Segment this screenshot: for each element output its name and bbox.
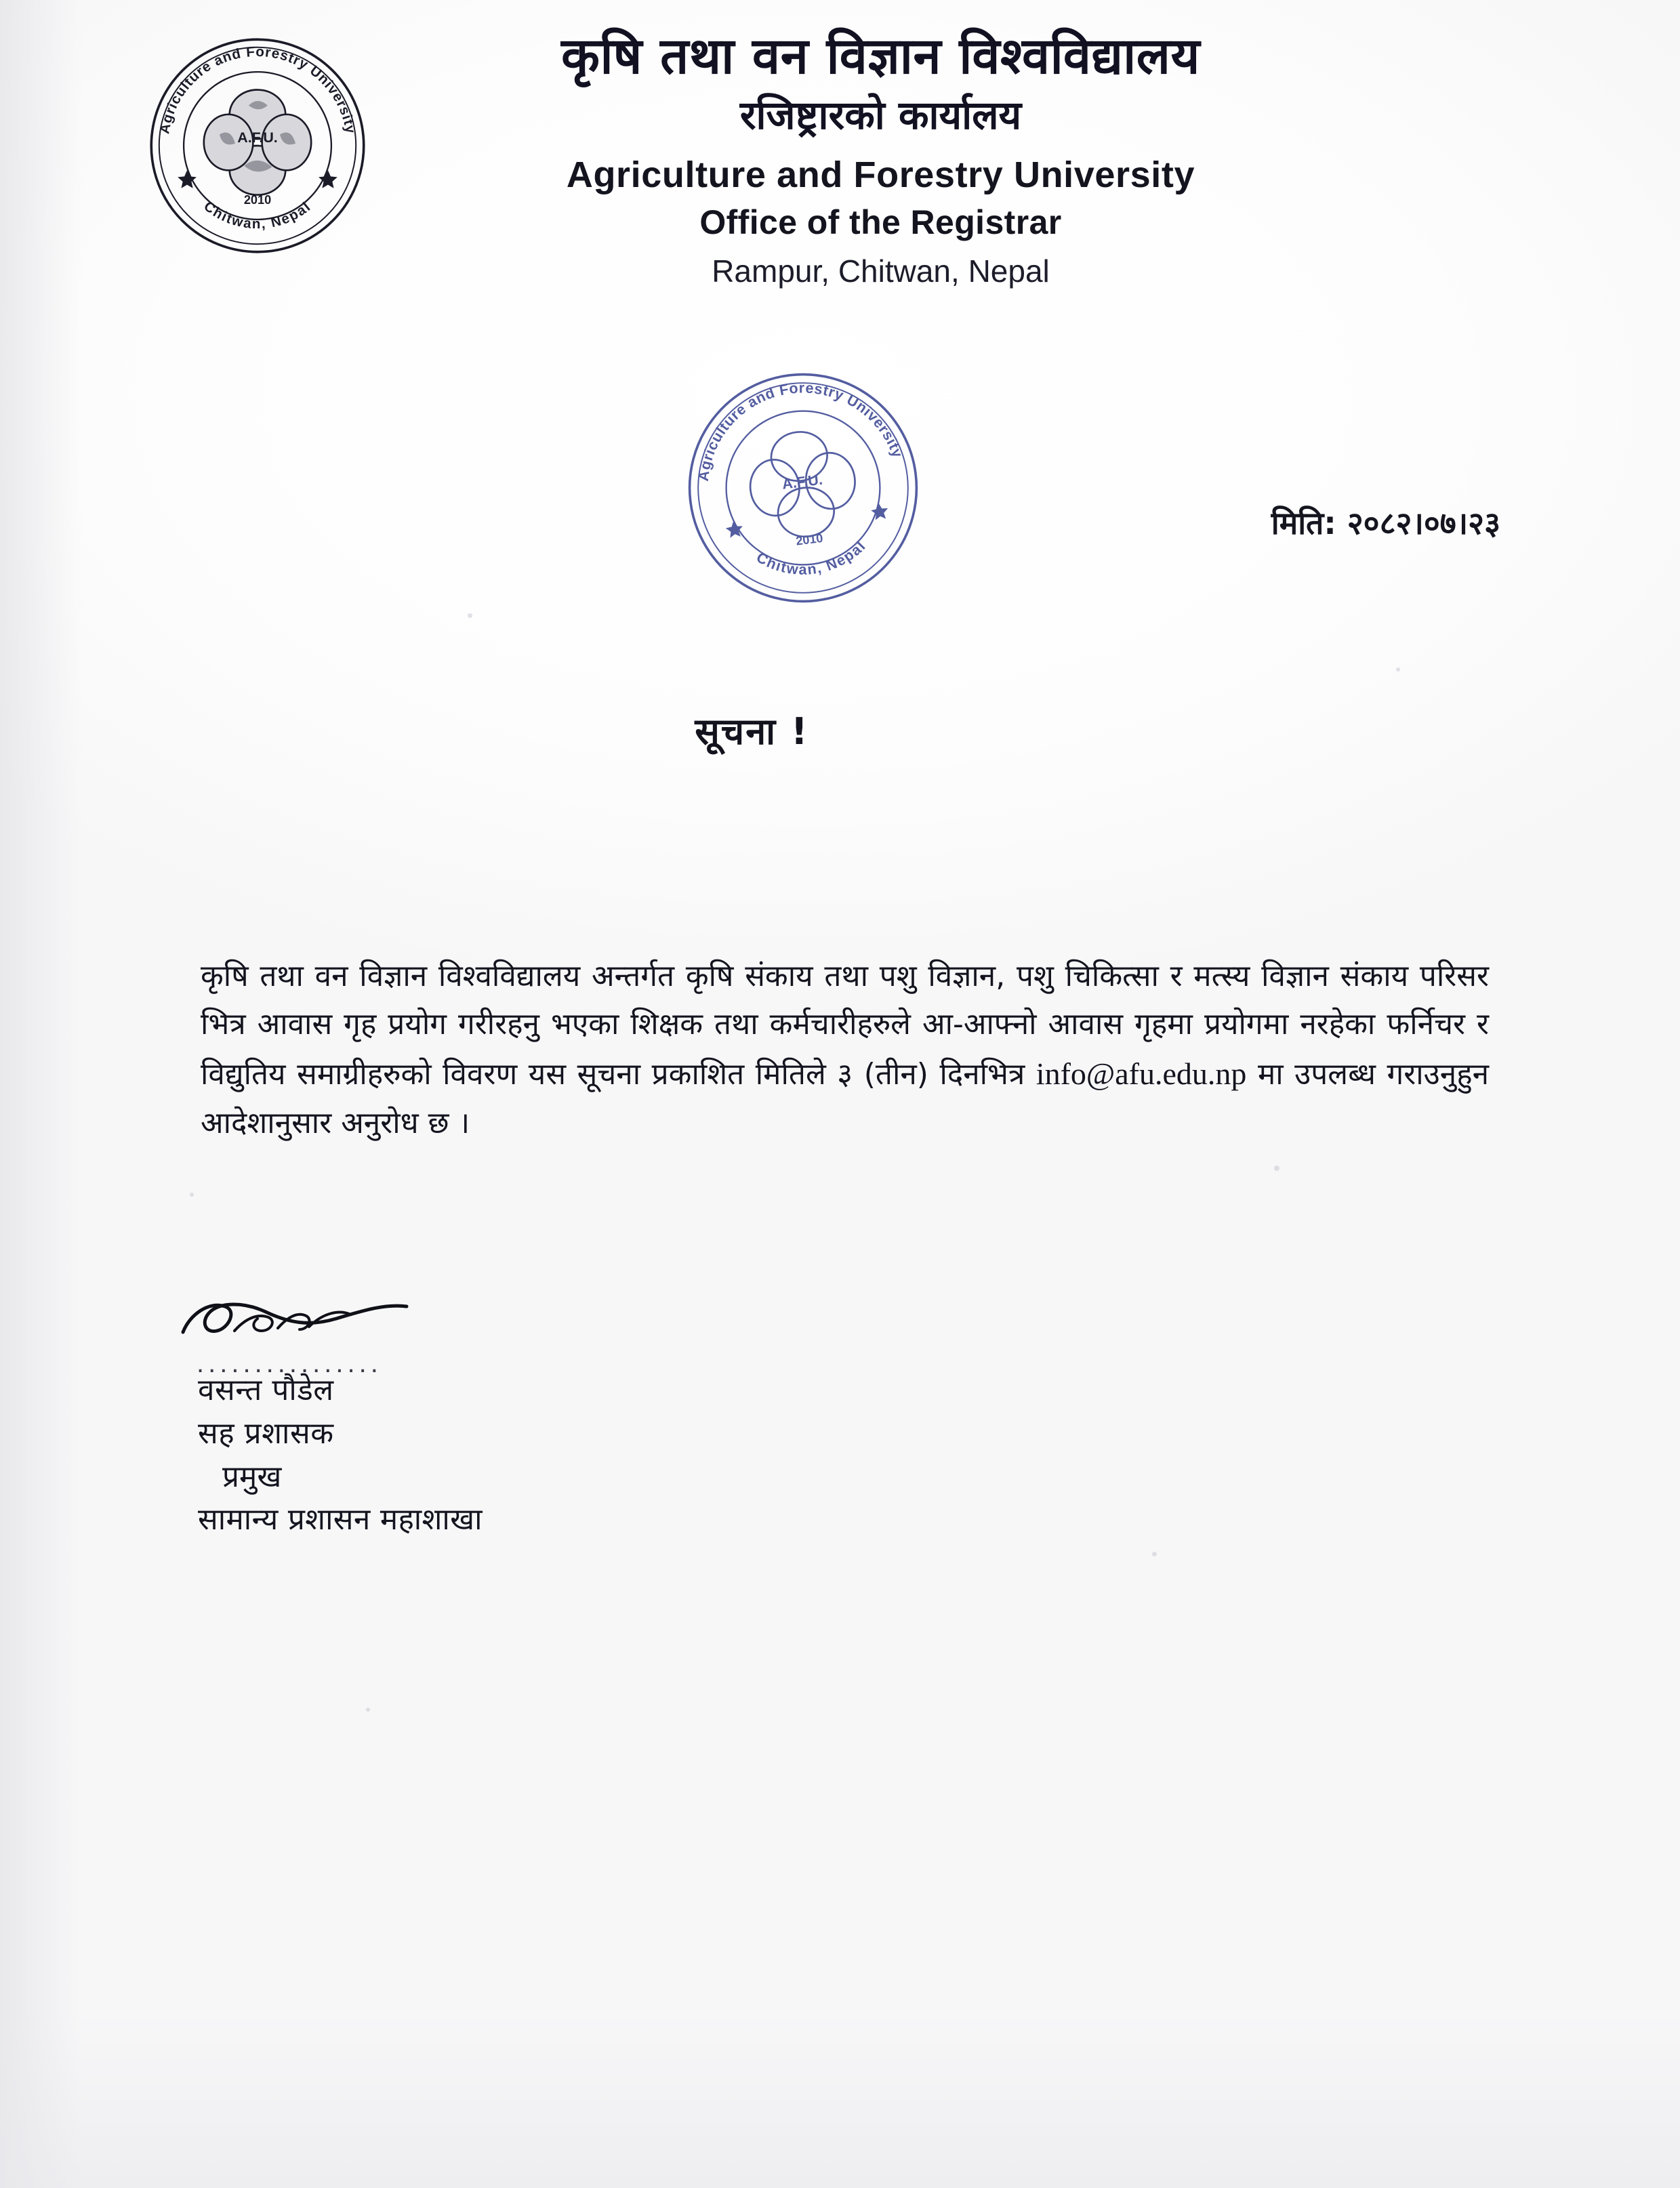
date-value: २०८२।०७।२३ — [1347, 505, 1500, 541]
signatory-head-title: प्रमुख — [222, 1459, 282, 1494]
official-stamp-icon — [667, 352, 939, 623]
svg-text:Agriculture and Forestry Unive: Agriculture and Forestry University — [694, 379, 907, 482]
contact-email: info@afu.edu.np — [1036, 1056, 1247, 1091]
body-paragraph: कृषि तथा वन विज्ञान विश्वविद्यालय अन्तर्गत कृषि संकाय तथा पशु विज्ञान, पशु चिकित्सा र मत्स्य विज्ञान संकाय परिसर भित्र आवास गृह प्रयोग गरीरहनु भएका शिक्षक तथा कर्मचारीहरुले आ-आफ्नो आवास गृहमा प्रयोगमा नरहेका फर्निचर र विद्युतिय समाग्रीहरुको विवरण यस सूचना प्रकाशित मितिले ३ (तीन) दिनभित्र — [201, 959, 1489, 1092]
svg-text:2010: 2010 — [243, 192, 272, 207]
date-label: मिति: — [1271, 505, 1336, 541]
body-paragraph-tail: मा उपलब्ध गराउनुहुन आदेशानुसार अनुरोध छ । — [201, 1056, 1489, 1141]
nepali-office-title: रजिष्ट्रारको कार्यालय — [739, 92, 1022, 139]
signatory-post: सह प्रशासक — [198, 1416, 334, 1451]
svg-text:A.F.U.: A.F.U. — [781, 470, 824, 493]
scan-speck — [190, 1193, 194, 1197]
english-university-title: Agriculture and Forestry University — [566, 154, 1195, 195]
scan-speck — [1396, 667, 1400, 672]
notice-body — [201, 952, 1489, 1147]
scan-speck — [366, 1708, 370, 1712]
signatory-department: सामान्य प्रशासन महाशाखा — [198, 1502, 483, 1537]
nepali-university-title: कृषि तथा वन विज्ञान विश्वविद्यालय — [561, 27, 1200, 85]
document-date — [1271, 501, 1500, 543]
letterhead — [0, 27, 1680, 289]
svg-text:Agriculture and Forestry Unive: Agriculture and Forestry University — [157, 43, 358, 136]
notice-subject: सूचना ! — [695, 710, 809, 753]
svg-text:Chitwan, Nepal: Chitwan, Nepal — [201, 198, 314, 232]
scan-shadow-bottom — [0, 2012, 1680, 2188]
university-seal-icon — [146, 34, 369, 257]
svg-text:2010: 2010 — [795, 531, 824, 548]
address-line: Rampur, Chitwan, Nepal — [712, 253, 1050, 289]
signatory-name: वसन्त पौडेल — [198, 1373, 334, 1407]
signature-dotted-line: ................ — [197, 1348, 382, 1378]
scan-speck — [1274, 1165, 1279, 1171]
english-office-title: Office of the Registrar — [699, 203, 1062, 241]
svg-text:Chitwan, Nepal: Chitwan, Nepal — [754, 537, 869, 578]
signature-block — [198, 1369, 483, 1542]
scan-shadow-left — [0, 0, 81, 2188]
scan-speck — [468, 613, 472, 618]
scan-speck — [1152, 1552, 1157, 1556]
svg-text:A.F.U.: A.F.U. — [237, 129, 278, 146]
